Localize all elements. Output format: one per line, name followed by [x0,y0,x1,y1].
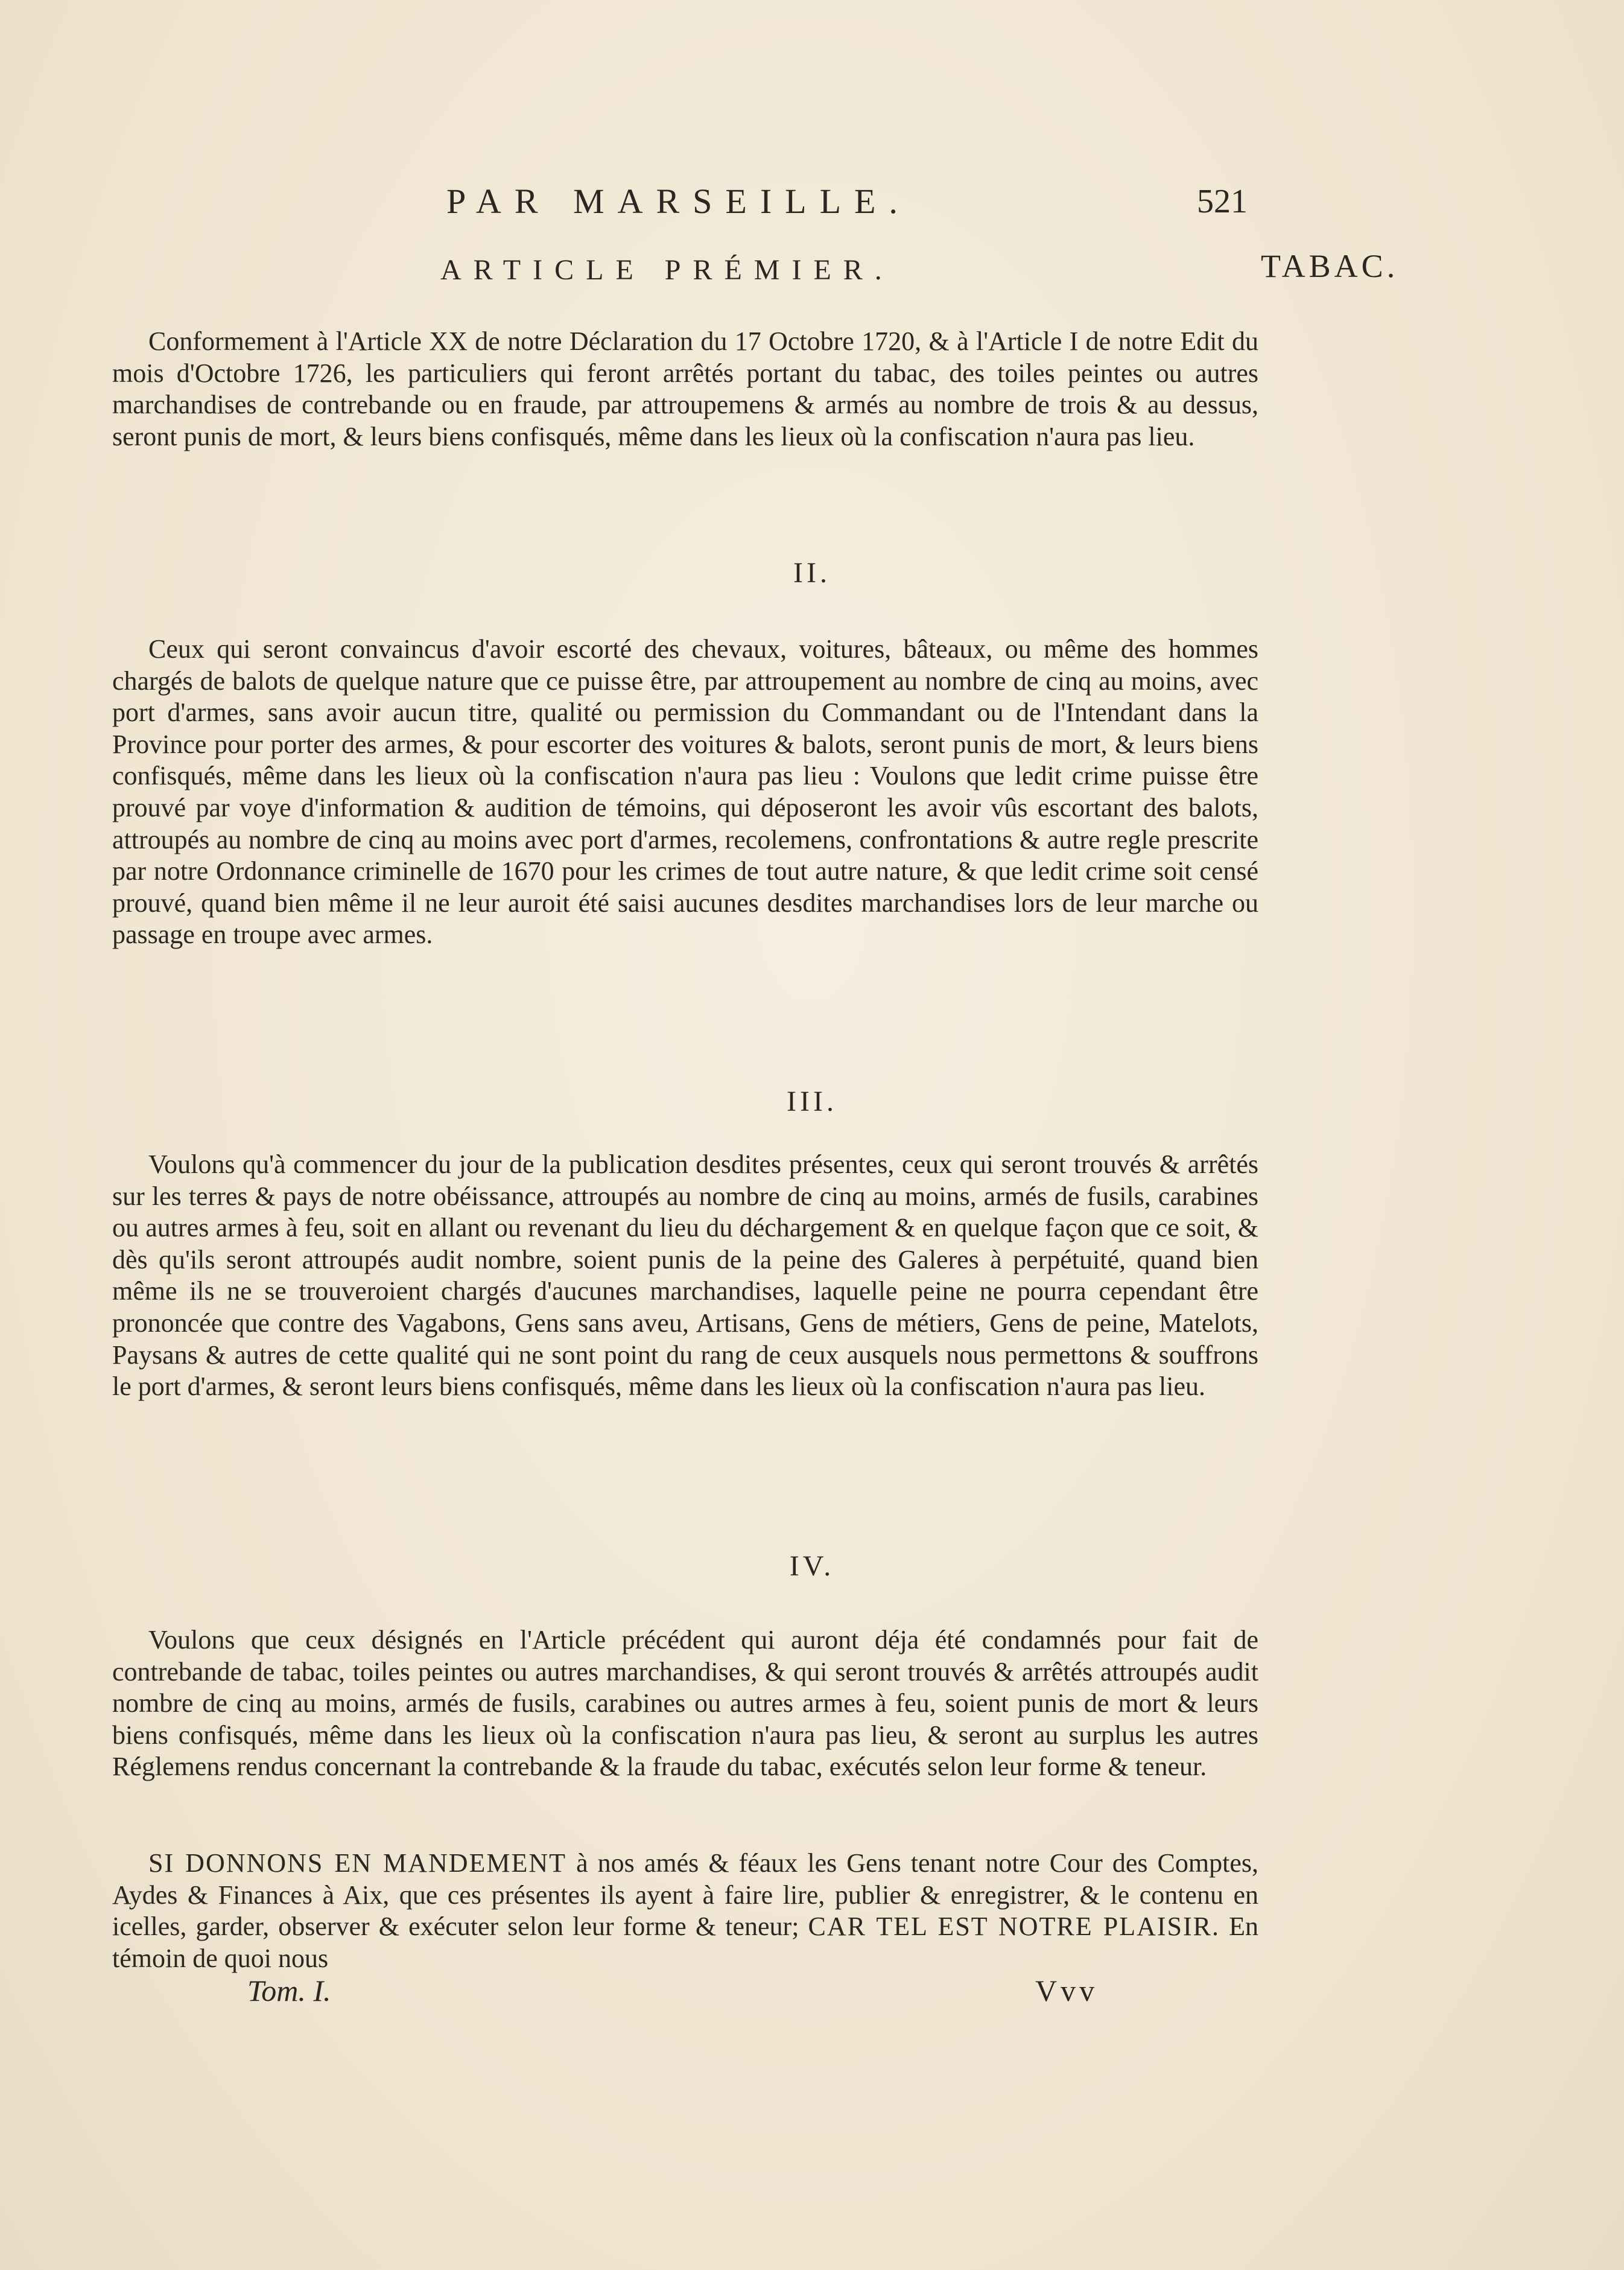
running-head [0,181,1624,229]
closing-text-2: En témoin de quoi nous [112,1912,1258,1973]
closing-paragraph [112,1848,1258,1974]
catchword: Vvv [1035,1974,1099,2008]
closing-text-1: à nos amés & féaux les Gens tenant notre Cour des Comptes, Aydes & Finances à Aix, que ces présentes ils ayent à faire lire, publier & enregistrer, & le contenu en icelles, garder, observer & exécuter selon leur forme & teneur; [112,1848,1258,1942]
closing-lead: SI DONNONS EN MANDEMENT [148,1848,567,1878]
signature-mark: Tom. I. [247,1974,331,2008]
article-2-text: Ceux qui seront convaincus d'avoir escorté des chevaux, voitures, bâteaux, ou même des hommes chargés de balots de quelque nature que ce puisse être, par attroupement au nombre de cinq au moins, avec port d'armes, sans avoir aucun titre, qualité ou permission du Commandant ou de l'Intendant dans la Province pour porter des armes, & pour escorter des voitures & balots, seront punis de mort, & leurs biens confisqués, même dans les lieux où la confiscation n'aura pas lieu : Voulons que ledit crime puisse être prouvé par voye d'information & audition de témoins, qui déposeront les avoir vûs escortant des balots, attroupés au nombre de cinq au moins avec port d'armes, recolemens, confrontations & autre regle prescrite par notre Ordonnance criminelle de 1670 pour les crimes de tout autre nature, & que ledit crime soit censé prouvé, quand bien même il ne leur auroit été saisi aucunes desdites marchandises lors de leur marche ou passage en troupe avec armes. [112,634,1258,950]
page-footer [0,1973,1624,2015]
running-title: PAR MARSEILLE. [446,182,911,221]
margin-note: TABAC. [1261,248,1399,284]
article-1-text: Conformement à l'Article XX de notre Déclaration du 17 Octobre 1720, & à l'Article I de notre Edit du mois d'Octobre 1726, les particuliers qui feront arrêtés portant du tabac, des toiles peintes ou autres marchandises de contrebande ou en fraude, par attroupemens & armés au nombre de trois & au dessus, seront punis de mort, & leurs biens confisqués, même dans les lieux où la confiscation n'aura pas lieu. [112,326,1258,451]
page-number: 521 [1197,183,1248,220]
article-3-text: Voulons qu'à commencer du jour de la publication desdites présentes, ceux qui seront trouvés & arrêtés sur les terres & pays de notre obéissance, attroupés au nombre de cinq au moins, armés de fusils, carabines ou autres armes à feu, soit en allant ou revenant du lieu du déchargement & en quelque façon que ce soit, & dès qu'ils seront attroupés audit nombre, soient punis de la peine des Galeres à perpétuité, quand bien même ils ne se trouveroient chargés d'aucunes marchandises, laquelle peine ne pourra cependant être prononcée que contre des Vagabons, Gens sans aveu, Artisans, Gens de métiers, Gens de peine, Matelots, Paysans & autres de cette qualité qui ne sont point du rang de ceux ausquels nous permettons & souffrons le port d'armes, & seront leurs biens confisqués, même dans les lieux où la confiscation n'aura pas lieu. [112,1149,1258,1402]
closing-formula: CAR TEL EST NOTRE PLAISIR. [808,1912,1220,1942]
article-2-heading: II. [793,557,831,589]
article-title: ARTICLE PRÉMIER. [440,254,894,286]
article-4-heading: IV. [789,1550,835,1582]
article-3-heading: III. [787,1086,837,1118]
article-4-text: Voulons que ceux désignés en l'Article précédent qui auront déja été condamnés pour fait de contrebande de tabac, toiles peintes ou autres marchandises, & qui seront trouvés & arrêtés attroupés audit nombre de cinq au moins, armés de fusils, carabines ou autres armes à feu, soient punis de mort & leurs biens confisqués, même dans les lieux où la confiscation n'aura pas lieu, & seront au surplus les autres Réglemens rendus concernant la contrebande & la fraude du tabac, exécutés selon leur forme & teneur. [112,1625,1258,1782]
